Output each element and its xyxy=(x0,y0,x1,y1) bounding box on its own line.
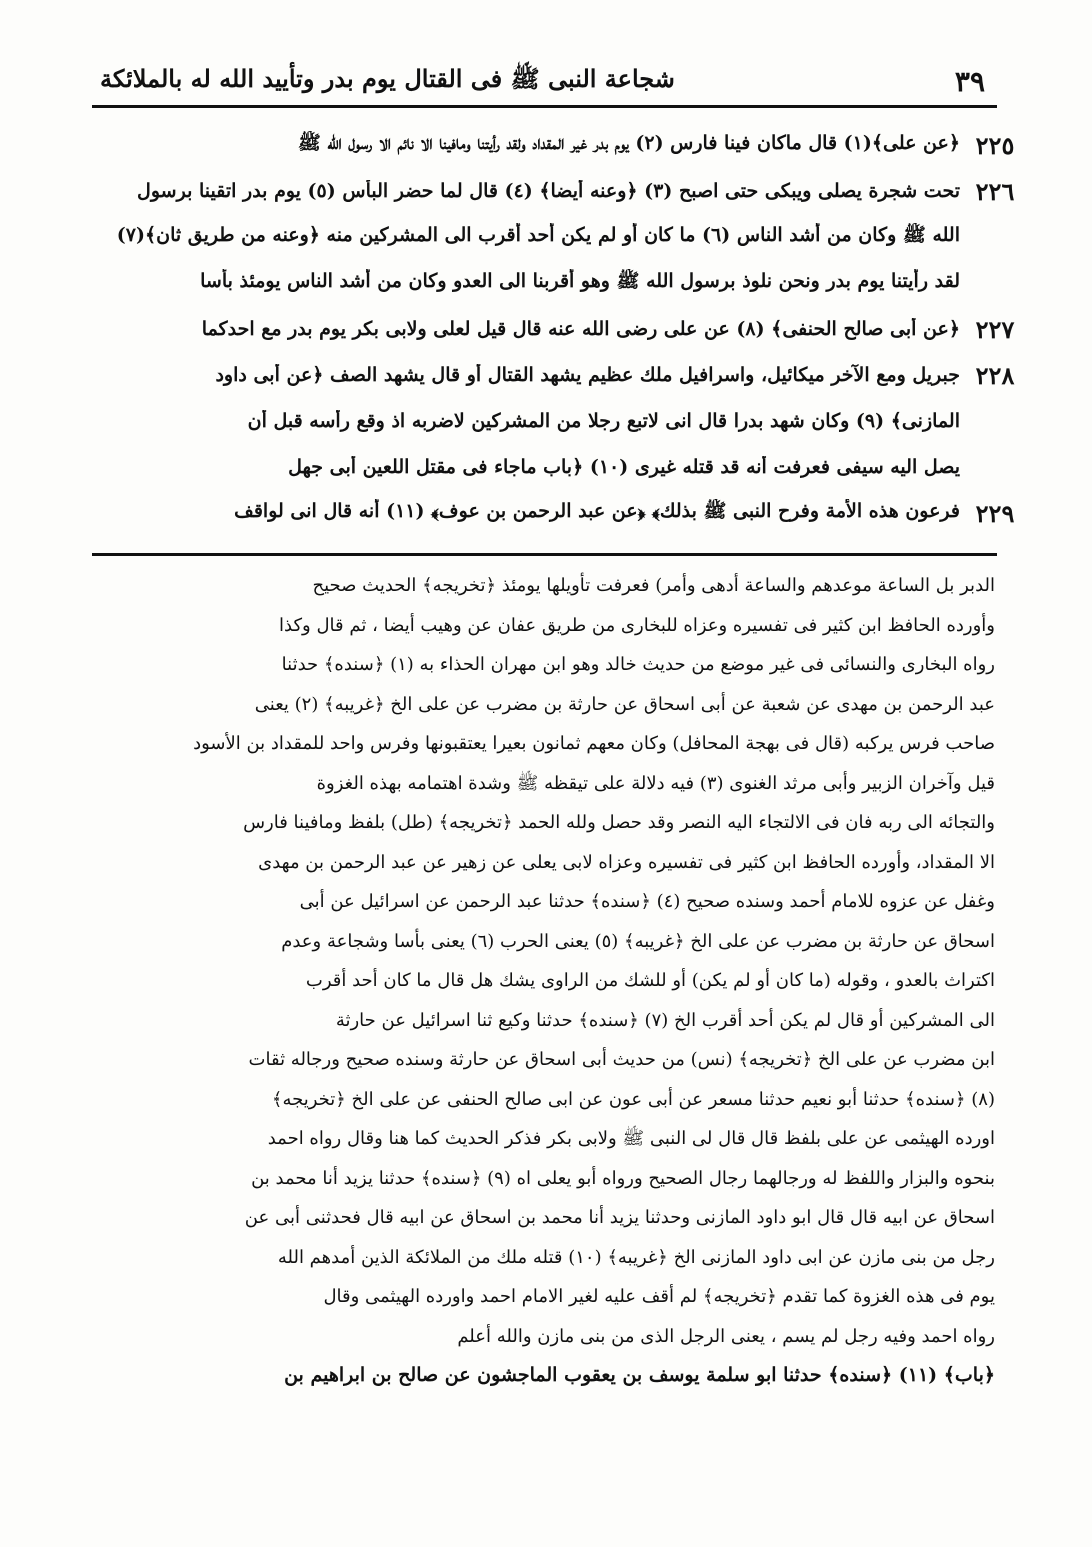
line-text: تحت شجرة يصلى ويبكى حتى اصبح (٣) ﴿وعنه أيضا﴾ (٤) قال لما حضر البأس (٥) يوم بدر اتقينا برسول xyxy=(137,180,960,202)
hadith-number: ٢٢٧ xyxy=(975,314,1015,344)
line-text: الله ﷺ وكان من أشد الناس (٦) ما كان أو لم يكن أحد أقرب الى المشركين منه ﴿وعنه من طريق ثان﴾(٧) xyxy=(116,224,960,246)
hadith-text xyxy=(100,122,1030,536)
hadith-number: ٢٢٦ xyxy=(975,176,1015,206)
text-line xyxy=(100,398,1030,444)
line-text: جبريل ومع الآخر ميكائيل، واسرافيل ملك عظيم يشهد القتال أو قال يشهد الصف ﴿عن أبى داود xyxy=(215,364,960,386)
footnote-line: الدبر بل الساعة موعدهم والساعة أدهى وأمر) فعرفت تأويلها يومئذ ﴿تخريجه﴾ الحديث صحيح xyxy=(312,575,995,596)
hadith-number: ٢٢٨ xyxy=(975,360,1015,390)
footnote-line: اسحاق عن حارثة بن مضرب عن على الخ ﴿غريبه﴾ (٥) يعنى الحرب (٦) يعنى بأسا وشجاعة وعدم xyxy=(281,930,995,952)
footnote-line: رواه احمد وفيه رجل لم يسم ، يعنى الرجل الذى من بنى مازن والله أعلم xyxy=(457,1325,995,1347)
footnote-line: بنحوه والبزار واللفظ له ورجالهما رجال الصحيح ورواه أبو يعلى اه (٩) ﴿سنده﴾ حدثنا يزيد أنا محمد بن xyxy=(251,1167,995,1189)
text-line xyxy=(100,490,1030,536)
footnote-line: ابن مضرب عن على الخ ﴿تخريجه﴾ (نس) من حديث أبى اسحاق عن حارثة وسنده صحيح ورجاله ثقات xyxy=(248,1049,995,1070)
line-text: لقد رأيتنا يوم بدر ونحن نلوذ برسول الله ﷺ وهو أقربنا الى العدو وكان من أشد الناس يومئذ بأسا xyxy=(200,270,960,292)
footnote-line: وغفل عن عزوه للامام أحمد وسنده صحيح (٤) ﴿سنده﴾ حدثنا عبد الرحمن عن اسرائيل عن أبى xyxy=(299,891,995,912)
page-number: ٣٩ xyxy=(954,64,985,98)
footnote-line: اسحاق عن ابيه قال قال ابو داود المازنى وحدثنا يزيد أنا محمد بن اسحاق عن ابيه قال فحدثنى أبى عن xyxy=(244,1207,995,1228)
footnote-line: قيل وآخران الزبير وأبى مرثد الغنوى (٣) فيه دلالة على تيقظه ﷺ وشدة اهتمامه بهذه الغزوة xyxy=(316,772,995,794)
line-text: فرعون هذه الأمة وفرح النبى ﷺ بذلك﴾ ﴿عن عبد الرحمن بن عوف﴾ (١١) أنه قال انى لواقف xyxy=(234,500,960,522)
text-line xyxy=(100,168,1030,214)
footnote-line: الى المشركين أو قال لم يكن أحد أقرب الخ (٧) ﴿سنده﴾ حدثنا وكيع ثنا اسرائيل عن حارثة xyxy=(335,1009,995,1031)
text-line xyxy=(100,306,1030,352)
footnote-line: وأورده الحافظ ابن كثير فى تفسيره وعزاه للبخارى من طريق عفان عن وهيب أيضا ، ثم قال وكذا xyxy=(279,614,995,636)
running-header xyxy=(100,58,995,104)
footnote-line: اكتراث بالعدو ، وقوله (ما كان أو لم يكن) أو للشك من الراوى يشك هل قال ما كان أحد أقرب xyxy=(305,970,995,991)
footnote-line: يوم فى هذه الغزوة كما تقدم ﴿تخريجه﴾ لم أقف عليه لغير الامام احمد واورده الهيثمى وقال xyxy=(323,1286,995,1307)
line-text: ﴿عن أبى صالح الحنفى﴾ (٨) عن على رضى الله عنه قال قيل لعلى ولابى بكر يوم بدر مع احدكما xyxy=(201,318,960,340)
footnote-line: اورده الهيثمى عن على بلفظ قال قال لى النبى ﷺ ولابى بكر فذكر الحديث كما هنا وقال رواه احمد xyxy=(267,1128,995,1149)
hadith-number: ٢٢٥ xyxy=(975,130,1015,160)
text-line xyxy=(100,444,1030,490)
text-line xyxy=(100,260,1030,306)
footnote-separator xyxy=(92,553,997,556)
text-line xyxy=(100,352,1030,398)
text-line xyxy=(100,214,1030,260)
line-text: يصل اليه سيفى فعرفت أنه قد قتله غيرى (١٠) ﴿باب ماجاء فى مقتل اللعين أبى جهل xyxy=(288,456,960,478)
line-text: المازنى﴾ (٩) وكان شهد بدرا قال انى لاتبع رجلا من المشركين لاضربه اذ وقع رأسه قبل أن xyxy=(247,410,960,432)
line-text: ﴿عن على﴾(١) قال ماكان فينا فارس (٢) يوم بدر غير المقداد ولقد رأيتنا ومافينا الا نائم الا رسول الله ﷺ xyxy=(297,132,960,154)
text-line xyxy=(100,122,1030,168)
footnote-line: رجل من بنى مازن عن ابى داود المازنى الخ ﴿غريبه﴾ (١٠) قتله ملك من الملائكة الذين أمدهم الله xyxy=(277,1246,995,1268)
chapter-title: شجاعة النبى ﷺ فى القتال يوم بدر وتأييد الله له بالملائكة xyxy=(100,63,675,93)
hadith-number: ٢٢٩ xyxy=(975,498,1015,528)
footnote-line: والتجائه الى ربه فان فى الالتجاء اليه النصر وقد حصل ولله الحمد ﴿تخريجه﴾ (طل) بلفظ ومافينا فارس xyxy=(243,812,995,833)
footnote-line: عبد الرحمن بن مهدى عن شعبة عن أبى اسحاق عن حارثة بن مضرب عن على الخ ﴿غريبه﴾ (٢) يعنى xyxy=(254,693,995,715)
header-rule xyxy=(92,105,997,108)
footnote-line: (٨) ﴿سنده﴾ حدثنا أبو نعيم حدثنا مسعر عن أبى عون عن ابى صالح الحنفى عن على الخ ﴿تخريجه﴾ xyxy=(271,1088,995,1110)
footnotes xyxy=(95,566,995,1396)
footnote-line: الا المقداد، وأورده الحافظ ابن كثير فى تفسيره وعزاه لابى يعلى عن زهير عن عبد الرحمن بن مهدى xyxy=(258,851,995,873)
footnote-line: ﴿باب﴾ (١١) ﴿سنده﴾ حدثنا ابو سلمة يوسف بن يعقوب الماجشون عن صالح بن ابراهيم بن xyxy=(284,1364,995,1386)
footnote-line: صاحب فرس يركبه (قال فى بهجة المحافل) وكان معهم ثمانون بعيرا يعتقبونها وفرس واحد للمقداد بن الأسود xyxy=(193,733,995,754)
footnote-line: رواه البخارى والنسائى فى غير موضع من حديث خالد وهو ابن مهران الحذاء به (١) ﴿سنده﴾ حدثنا xyxy=(281,654,995,675)
